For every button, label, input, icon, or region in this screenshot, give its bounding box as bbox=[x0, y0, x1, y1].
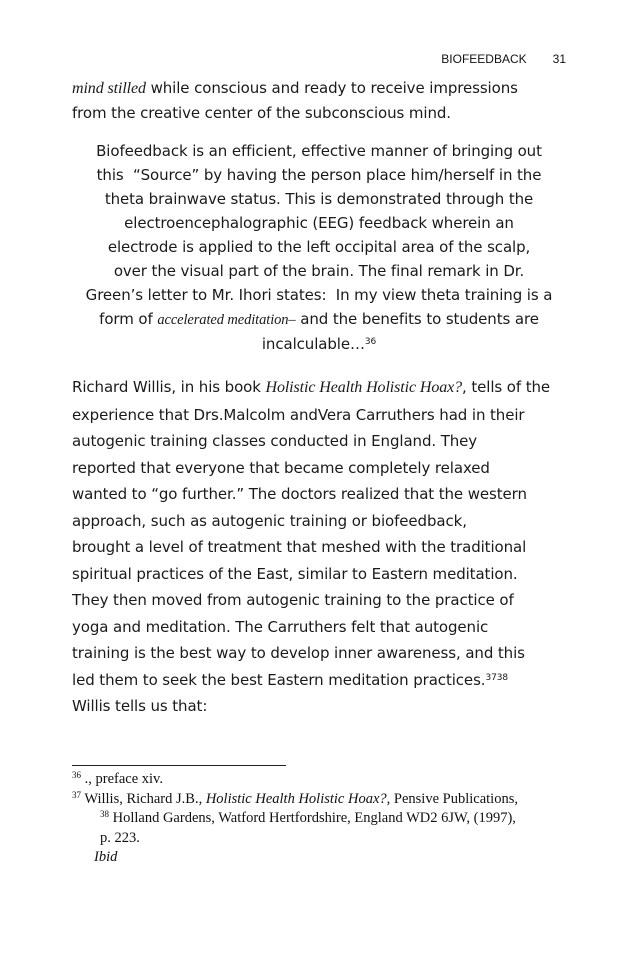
footnote-37-post: Pensive Publications, bbox=[390, 790, 518, 807]
quote-line: electrode is applied to the left occipital area of the scalp, bbox=[107, 238, 531, 256]
intro-line-1-text: while conscious and ready to receive impressions bbox=[145, 79, 518, 97]
footnote-36 bbox=[72, 770, 572, 790]
page-number: 31 bbox=[552, 52, 566, 66]
footnote-36-text: ., preface xiv. bbox=[81, 771, 163, 787]
quote-line: electroencephalographic (EEG) feedback wherein an bbox=[124, 214, 514, 232]
footnote-38-line-2: p. 223. bbox=[100, 829, 140, 846]
body-line: reported that everyone that became completely relaxed bbox=[72, 458, 490, 477]
body-line: spiritual practices of the East, similar to Eastern meditation. bbox=[72, 564, 518, 583]
footnote-ref-36: 36 bbox=[364, 337, 377, 347]
body-paragraph bbox=[72, 374, 566, 720]
footnote-ref-3738: 3738 bbox=[485, 672, 508, 683]
running-title: BIOFEEDBACK bbox=[441, 52, 527, 66]
quote-line: Green’s letter to Mr. Ihori states: In my view theta training is a bbox=[85, 286, 553, 304]
body-line: training is the best way to develop inner awareness, and this bbox=[72, 644, 525, 662]
quote-line: theta brainwave status. This is demonstrated through the bbox=[104, 190, 534, 208]
body-line-12 bbox=[72, 667, 566, 694]
intro-italic-lead: mind stilled bbox=[72, 80, 146, 97]
body-line-1-post: , tells of the bbox=[462, 378, 551, 396]
quote-line-8 bbox=[62, 307, 576, 332]
footnote-37-number: 37 bbox=[72, 789, 81, 800]
quote-line-8-post: and the benefits to students are bbox=[295, 310, 539, 328]
footnote-37-pre: Willis, Richard J.B., bbox=[81, 790, 206, 807]
footnote-separator bbox=[72, 765, 286, 766]
footnote-38-number: 38 bbox=[100, 809, 109, 819]
quote-dash: – bbox=[288, 312, 296, 328]
body-line: wanted to “go further.” The doctors realized that the western bbox=[72, 485, 527, 503]
intro-paragraph bbox=[72, 76, 566, 125]
body-line: yoga and meditation. The Carruthers felt that autogenic bbox=[72, 617, 489, 636]
block-quote bbox=[62, 139, 576, 356]
quote-line: Biofeedback is an efficient, effective manner of bringing out bbox=[96, 142, 542, 160]
body-line: autogenic training classes conducted in England. They bbox=[72, 432, 478, 450]
quote-line-8-pre: form of bbox=[99, 310, 158, 328]
quote-line-9 bbox=[62, 332, 576, 356]
body-line: experience that Drs.Malcolm andVera Carruthers had in their bbox=[72, 405, 525, 424]
book-title: Holistic Health Holistic Hoax? bbox=[265, 379, 463, 396]
footnotes bbox=[72, 770, 572, 868]
footnote-ibid: Ibid bbox=[94, 849, 118, 865]
quote-line: this “Source” by having the person place him/herself in the bbox=[96, 166, 542, 184]
footnote-38-text: Holland Gardens, Watford Hertfordshire, England WD2 6JW, (1997), bbox=[109, 810, 516, 826]
intro-line-1 bbox=[72, 76, 566, 101]
body-line: approach, such as autogenic training or biofeedback, bbox=[72, 511, 467, 530]
body-line: They then moved from autogenic training to the practice of bbox=[72, 591, 514, 609]
body-line: brought a level of treatment that meshed with the traditional bbox=[72, 538, 527, 556]
body-line-1 bbox=[72, 374, 566, 402]
quote-line-9-text: incalculable… bbox=[261, 335, 365, 353]
footnote-37-title: Holistic Health Holistic Hoax?, bbox=[205, 790, 391, 807]
footnote-38 bbox=[72, 809, 572, 829]
body-line-12-text: led them to seek the best Eastern meditation practices. bbox=[72, 670, 486, 689]
body-line-13: Willis tells us that: bbox=[72, 697, 208, 715]
footnote-37 bbox=[72, 790, 572, 810]
intro-line-2: from the creative center of the subconscious mind. bbox=[72, 104, 451, 122]
quote-line: over the visual part of the brain. The final remark in Dr. bbox=[113, 262, 525, 280]
body-line-1-pre: Richard Willis, in his book bbox=[72, 378, 266, 396]
quote-italic-phrase: accelerated meditation bbox=[157, 312, 289, 328]
footnote-36-number: 36 bbox=[72, 770, 81, 780]
running-header bbox=[441, 52, 566, 66]
